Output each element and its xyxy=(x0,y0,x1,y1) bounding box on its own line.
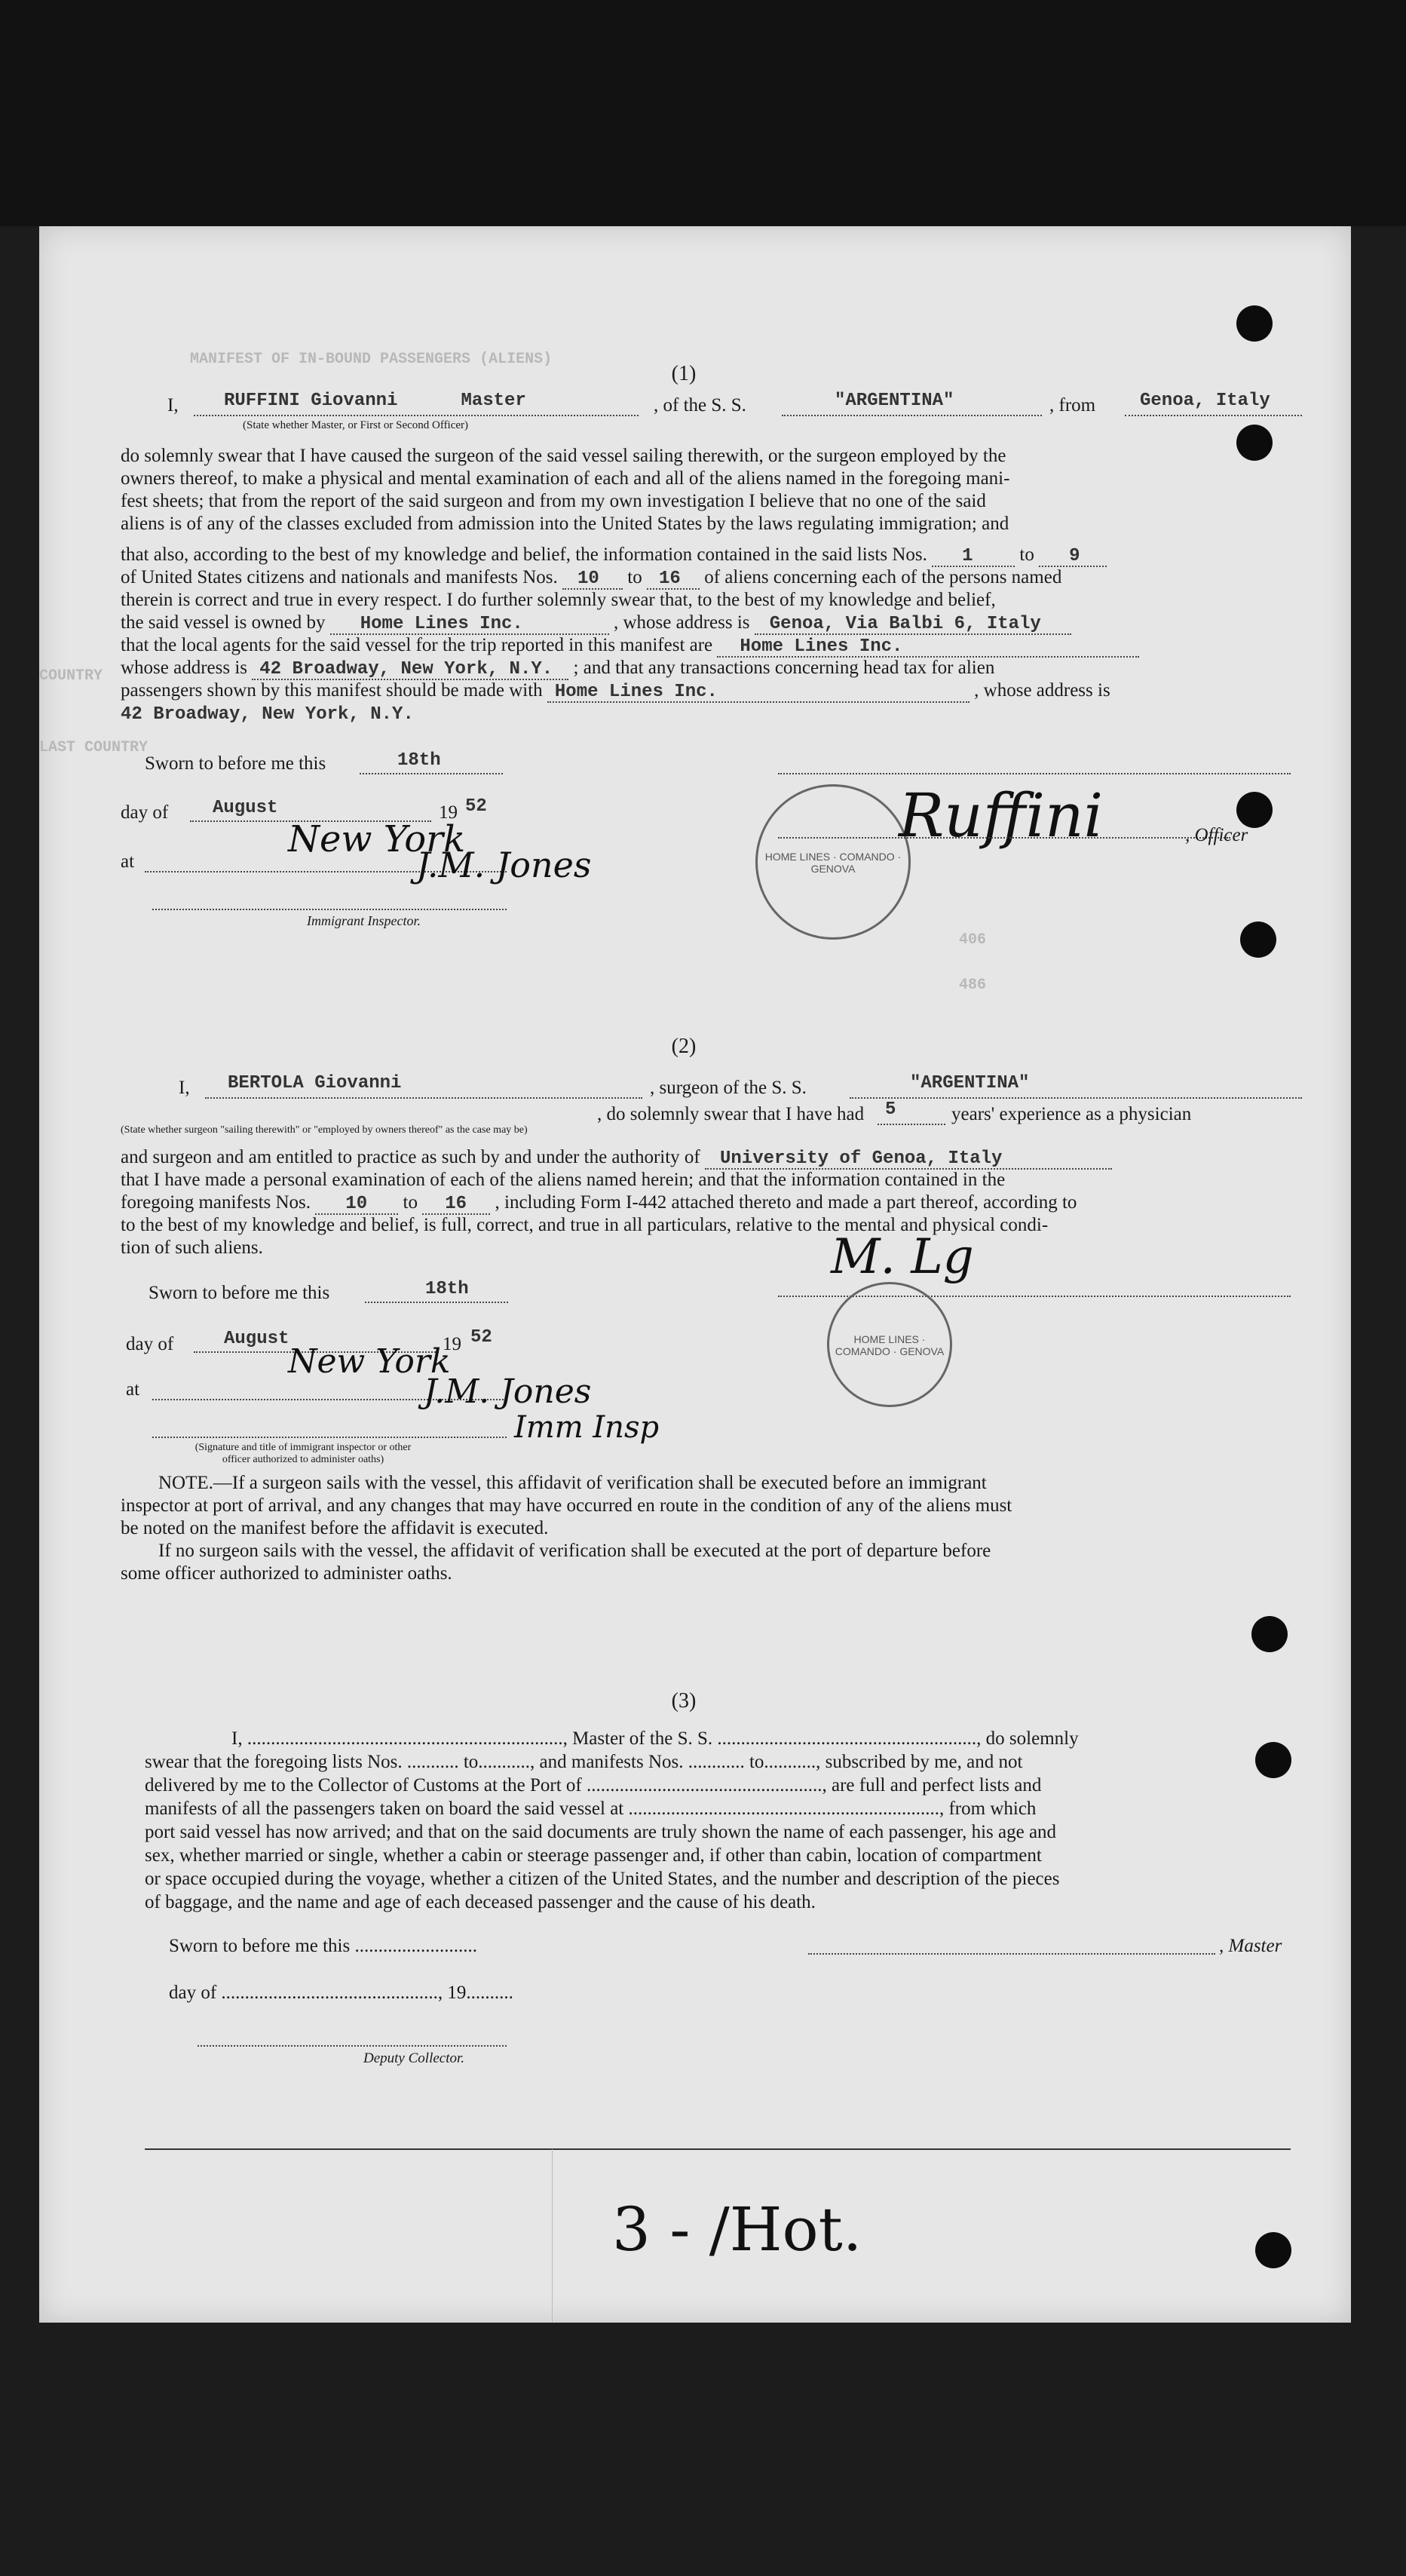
s1-also-text xyxy=(121,545,1107,567)
s2-note-line: NOTE.—If a surgeon sails with the vessel, this affidavit of verification shall be executed before an immigrant xyxy=(158,1473,987,1493)
s3-day-of: day of .............................................., 19.......... xyxy=(169,1983,513,2003)
s1-owned-by: the said vessel is owned by xyxy=(121,612,326,633)
punch-hole xyxy=(1240,922,1276,958)
s1-lists-from: 1 xyxy=(962,546,973,566)
s1-month: August xyxy=(213,798,278,818)
s1-inspector-initials: J.M. Jones xyxy=(416,845,592,885)
s2-years-text: years' experience as a physician xyxy=(951,1104,1192,1124)
s2-note-line: If no surgeon sails with the vessel, the affidavit of verification shall be executed at the port of departure before xyxy=(158,1541,991,1561)
punch-hole xyxy=(1255,1742,1291,1778)
s3-line: of baggage, and the name and age of each deceased passenger and the cause of his death. xyxy=(145,1892,816,1912)
s1-lists-to: 9 xyxy=(1069,546,1080,566)
s2-sworn-day-field xyxy=(365,1279,508,1303)
s2-authority-line xyxy=(121,1148,1112,1170)
s1-sworn-day-field xyxy=(360,750,503,774)
s1-sworn-day: 18th xyxy=(397,750,441,771)
s2-stamp-text: HOME LINES · COMANDO · GENOVA xyxy=(835,1333,945,1357)
footer-handwritten-note: 3 - /Hot. xyxy=(612,2194,862,2265)
s1-agent-addr-label: whose address is xyxy=(121,658,248,678)
s2-man-from: 10 xyxy=(345,1194,368,1214)
s2-years-field xyxy=(878,1099,945,1125)
s2-foregoing: foregoing manifests Nos. xyxy=(121,1192,311,1213)
s1-owned-line xyxy=(121,613,1071,635)
s1-master-title: Master xyxy=(461,391,526,411)
s1-whose-addr: , whose address is xyxy=(613,612,750,633)
s2-ship-stamp xyxy=(827,1282,952,1407)
bottom-rule xyxy=(145,2148,1291,2150)
punch-hole xyxy=(1251,1616,1288,1652)
s2-ship: "ARGENTINA" xyxy=(910,1073,1030,1093)
s2-inspector-extra: Imm Insp xyxy=(514,1410,660,1445)
s1-citizens-line xyxy=(121,568,1061,590)
bleed-through-num1: 406 xyxy=(959,931,987,949)
s1-agents: Home Lines Inc. xyxy=(740,636,903,657)
s1-year-prefix: 19 xyxy=(439,802,458,823)
punch-hole xyxy=(1255,2232,1291,2268)
s2-note xyxy=(121,1472,1304,1585)
s1-handwritten-place: New York xyxy=(288,818,466,860)
s1-agent-addr-line xyxy=(121,658,994,680)
s2-ship-field xyxy=(850,1073,1302,1099)
s1-state-note: (State whether Master, or First or Second Officer) xyxy=(243,419,469,431)
s2-state-note: (State whether surgeon "sailing therewith" or "employed by owners thereof" as the case may be) xyxy=(121,1124,528,1136)
s2-year-prefix: 19 xyxy=(443,1334,461,1354)
s1-line: owners thereof, to make a physical and mental examination of each and all of the aliens named in the foregoing mani- xyxy=(121,468,1010,489)
s1-correct-line: therein is correct and true in every respect. I do further solemnly swear that, to the best of my knowledge and belief, xyxy=(121,590,996,610)
s1-owner-addr: Genoa, Via Balbi 6, Italy xyxy=(769,614,1041,634)
s3-master-line xyxy=(808,1953,1215,1955)
s1-ship: "ARGENTINA" xyxy=(835,391,954,411)
section-3-number: (3) xyxy=(671,1689,697,1713)
s2-month: August xyxy=(224,1329,289,1349)
s1-passengers-line xyxy=(121,681,1110,703)
s1-head-tax: ; and that any transactions concerning head tax for alien xyxy=(573,658,995,678)
s1-man-from: 10 xyxy=(577,569,599,589)
s3-deputy-line xyxy=(198,2045,507,2047)
s1-officer-line xyxy=(778,837,1230,839)
s2-day-of: day of xyxy=(126,1334,174,1354)
s1-citizens-rest: of aliens concerning each of the persons named xyxy=(704,567,1062,587)
s1-sig-line-top xyxy=(778,773,1291,774)
s2-at: at xyxy=(126,1379,140,1400)
s1-from-field xyxy=(1125,391,1302,416)
s1-from-value: Genoa, Italy xyxy=(1140,391,1270,411)
s1-paragraph xyxy=(121,445,1304,535)
s1-master-name: RUFFINI Giovanni xyxy=(224,391,398,411)
s1-year-suffix: 52 xyxy=(465,796,487,817)
s1-day-of: day of xyxy=(121,802,169,823)
s2-note-line: some officer authorized to administer oaths. xyxy=(121,1563,452,1584)
s2-to: to xyxy=(403,1192,418,1213)
s1-also: that also, according to the best of my knowledge and belief, the information contained in the said lists Nos. xyxy=(121,544,927,565)
s1-inspector-line xyxy=(152,909,507,910)
s3-line: swear that the foregoing lists Nos. ........... to..........., and manifests Nos. ............ to..........., subscribed by me, and not xyxy=(145,1752,1023,1772)
s1-master-signature: Ruffini xyxy=(899,780,1104,851)
s1-ship-stamp xyxy=(755,784,911,940)
punch-hole xyxy=(1236,305,1273,342)
section-1-number: (1) xyxy=(671,362,697,385)
s1-to: to xyxy=(1019,544,1034,565)
s1-line: do solemnly swear that I have caused the surgeon of the said vessel sailing therewith, or the surgeon employed by the xyxy=(121,446,1006,466)
s1-man-to: 16 xyxy=(658,569,681,589)
s2-surgeon-field xyxy=(205,1073,642,1099)
s1-ship-field xyxy=(782,391,1042,416)
s1-to2: to xyxy=(627,567,642,587)
s1-agent-addr: 42 Broadway, New York, N.Y. xyxy=(259,659,553,679)
s2-i-label: I, xyxy=(179,1078,190,1098)
s2-year-suffix: 52 xyxy=(470,1327,492,1348)
s1-line: fest sheets; that from the report of the said surgeon and from my own investigation I believe that no one of the said xyxy=(121,491,986,511)
s2-surgeon-name: BERTOLA Giovanni xyxy=(228,1073,402,1093)
s2-foregoing-line xyxy=(121,1193,1077,1215)
scan-border-top xyxy=(0,0,1406,226)
s2-surgeon-signature: M. Lg xyxy=(831,1229,974,1285)
s3-paragraph xyxy=(145,1727,1310,1914)
s1-made-with-addr: 42 Broadway, New York, N.Y. xyxy=(121,704,414,725)
s2-inspector-line xyxy=(152,1437,507,1438)
s1-inspector-label: Immigrant Inspector. xyxy=(307,913,421,928)
bleed-through-col: COUNTRY xyxy=(39,667,103,685)
bleed-through-col2: LAST COUNTRY xyxy=(39,739,149,756)
s1-made-with: Home Lines Inc. xyxy=(554,682,718,702)
s2-inspector-initials: J.M. Jones xyxy=(424,1372,592,1411)
s2-authority-text: and surgeon and am entitled to practice as such by and under the authority of xyxy=(121,1147,700,1167)
s3-line: or space occupied during the voyage, whether a citizen of the United States, and the number and description of the pieces xyxy=(145,1869,1060,1889)
s2-tion: tion of such aliens. xyxy=(121,1237,263,1258)
s1-line: aliens is of any of the classes excluded from admission into the United States by the laws regulating immigration; and xyxy=(121,514,1009,534)
s2-sworn: Sworn to before me this xyxy=(149,1283,330,1303)
s1-passengers-text: passengers shown by this manifest should be made with xyxy=(121,680,543,701)
s2-sworn-day: 18th xyxy=(425,1279,469,1299)
s2-handwritten-place: New York xyxy=(288,1342,451,1381)
s3-line: delivered by me to the Collector of Customs at the Port of .................................................., are full and perfect lists and xyxy=(145,1775,1042,1796)
s1-officer-label: , Officer xyxy=(1185,825,1248,845)
s1-owner: Home Lines Inc. xyxy=(360,614,523,634)
s2-man-to: 16 xyxy=(445,1194,467,1214)
s1-i-label: I, xyxy=(167,395,179,416)
s2-years: 5 xyxy=(885,1099,896,1120)
s2-swear: , do solemnly swear that I have had xyxy=(597,1104,865,1124)
manifest-page xyxy=(39,226,1351,2323)
s1-agents-line xyxy=(121,636,1139,658)
s2-form: , including Form I-442 attached thereto and made a part thereof, according to xyxy=(495,1192,1077,1213)
s2-examined: that I have made a personal examination of each of the aliens named herein; and that the information contained in the xyxy=(121,1170,1006,1190)
s1-at: at xyxy=(121,851,135,872)
section-2-number: (2) xyxy=(671,1035,697,1058)
s1-stamp-text: HOME LINES · COMANDO · GENOVA xyxy=(764,851,902,875)
s2-best: to the best of my knowledge and belief, is full, correct, and true in all particulars, relative to the mental and physical condi- xyxy=(121,1215,1049,1235)
s1-agents-text: that the local agents for the said vessel for the trip reported in this manifest are xyxy=(121,635,713,655)
s2-note-line: inspector at port of arrival, and any changes that may have occurred en route in the condition of any of the aliens must xyxy=(121,1495,1012,1516)
s3-line: port said vessel has now arrived; and that on the said documents are truly shown the name of each passenger, his age and xyxy=(145,1822,1057,1842)
s3-line: I, ..................................................................., Master of the S. S. ......................................................., do solemnly xyxy=(231,1728,1079,1749)
s3-deputy-label: Deputy Collector. xyxy=(363,2050,465,2066)
s3-line: sex, whether married or single, whether a cabin or steerage passenger and, if other than cabin, location of compartment xyxy=(145,1845,1042,1866)
s2-surgeon-of: , surgeon of the S. S. xyxy=(650,1078,807,1098)
s1-master-field xyxy=(194,391,639,416)
s2-note-line: be noted on the manifest before the affidavit is executed. xyxy=(121,1518,549,1538)
s3-line: manifests of all the passengers taken on board the said vessel at .................................................................., from which xyxy=(145,1799,1037,1819)
s3-sworn: Sworn to before me this .......................... xyxy=(169,1936,477,1956)
s1-citizens: of United States citizens and nationals and manifests Nos. xyxy=(121,567,558,587)
s1-of-ss: , of the S. S. xyxy=(654,395,746,416)
s2-sig-title-note: (Signature and title of immigrant inspector or other officer authorized to administer oaths) xyxy=(195,1442,412,1465)
bleed-through-heading: MANIFEST OF IN-BOUND PASSENGERS (ALIENS) xyxy=(190,351,553,368)
s3-master-label: , Master xyxy=(1219,1936,1282,1956)
s1-from-label: , from xyxy=(1049,395,1096,416)
punch-hole xyxy=(1236,792,1273,828)
fold-line xyxy=(552,2149,553,2323)
s1-made-with-addr-line xyxy=(121,704,414,724)
punch-hole xyxy=(1236,425,1273,461)
s1-sworn: Sworn to before me this xyxy=(145,753,326,774)
s2-authority: University of Genoa, Italy xyxy=(720,1148,1003,1169)
s1-whose-address: , whose address is xyxy=(974,680,1110,701)
bleed-through-num2: 486 xyxy=(959,977,987,994)
